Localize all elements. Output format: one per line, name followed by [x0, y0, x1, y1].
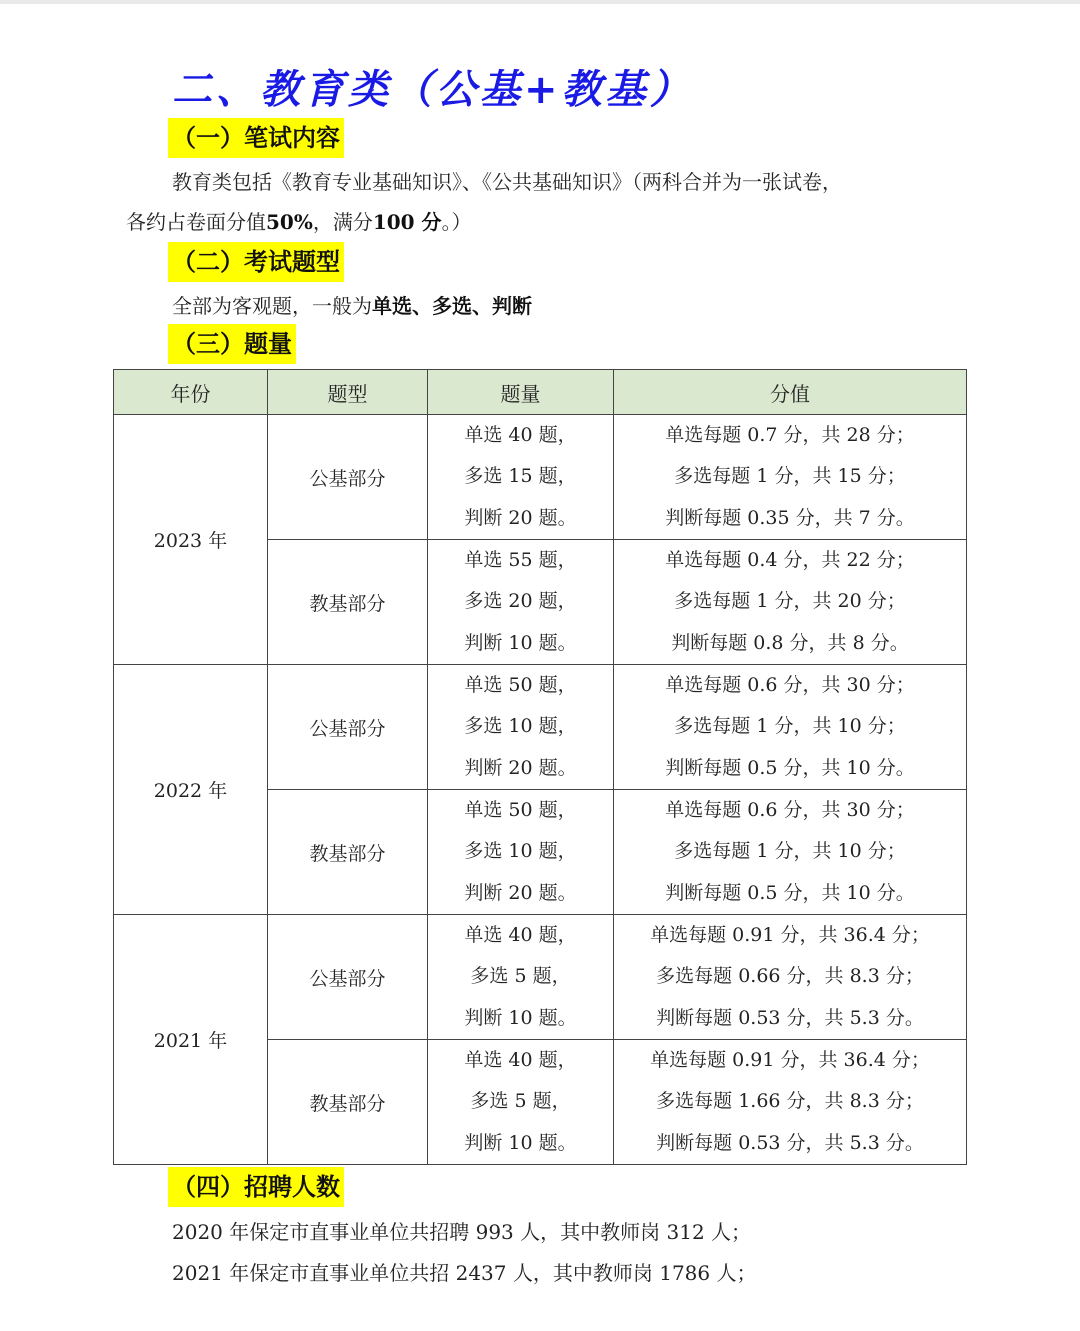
count-line: 判断 20 题。 — [464, 756, 577, 779]
count-line: 单选 40 题， — [464, 924, 577, 947]
section-exam-types: （二）考试题型 — [168, 242, 344, 282]
score-line: 单选每题 0.91 分，共 36.4 分； — [650, 924, 930, 947]
score-cell — [614, 415, 967, 540]
written-content-line1: 教育类包括《教育专业基础知识》、《公共基础知识》（两科合并为一张试卷， — [172, 170, 842, 194]
score-line: 判断每题 0.8 分，共 8 分。 — [671, 631, 909, 654]
exam-types-prefix: 全部为客观题，一般为 — [172, 294, 372, 318]
year-cell: 2021 年 — [114, 915, 268, 1165]
count-line: 多选 10 题， — [464, 840, 577, 863]
count-line: 多选 10 题， — [464, 715, 577, 738]
count-line: 多选 5 题， — [470, 1090, 571, 1113]
score-cell — [614, 790, 967, 915]
count-line: 判断 20 题。 — [464, 881, 577, 904]
score-line: 单选每题 0.6 分，共 30 分； — [665, 674, 915, 697]
written-content-line2 — [126, 206, 472, 235]
header-year: 年份 — [114, 370, 268, 415]
score-line: 判断每题 0.5 分，共 10 分。 — [665, 881, 915, 904]
part-cell: 教基部分 — [268, 540, 428, 665]
year-cell: 2023 年 — [114, 415, 268, 665]
recruit-line1: 2020 年保定市直事业单位共招聘 993 人，其中教师岗 312 人； — [172, 1220, 752, 1244]
count-line: 单选 40 题， — [464, 1049, 577, 1072]
count-cell — [428, 790, 614, 915]
part-cell: 教基部分 — [268, 1040, 428, 1165]
count-cell — [428, 665, 614, 790]
count-line: 判断 20 题。 — [464, 506, 577, 529]
count-line: 多选 15 题， — [464, 465, 577, 488]
table-row — [114, 415, 967, 540]
count-cell — [428, 540, 614, 665]
part-cell: 公基部分 — [268, 415, 428, 540]
count-line: 多选 5 题， — [470, 965, 571, 988]
score-line: 多选每题 1 分，共 10 分； — [674, 840, 906, 863]
table-header-row — [114, 370, 967, 415]
line2-mid: ，满分 — [312, 210, 373, 234]
recruit-line2: 2021 年保定市直事业单位共招 2437 人，其中教师岗 1786 人； — [172, 1261, 757, 1285]
line2-prefix: 各约占卷面分值 — [126, 210, 266, 234]
count-line: 单选 50 题， — [464, 674, 577, 697]
count-line: 多选 20 题， — [464, 590, 577, 613]
part-cell: 公基部分 — [268, 665, 428, 790]
score-line: 判断每题 0.5 分，共 10 分。 — [665, 756, 915, 779]
score-line: 多选每题 1 分，共 15 分； — [674, 465, 906, 488]
section-written-content: （一）笔试内容 — [168, 118, 344, 158]
score-cell — [614, 665, 967, 790]
score-line: 判断每题 0.53 分，共 5.3 分。 — [656, 1131, 924, 1154]
score-line: 多选每题 1.66 分，共 8.3 分； — [656, 1090, 924, 1113]
part-cell: 公基部分 — [268, 915, 428, 1040]
page-title: 二、教育类（公基+教基） — [172, 67, 694, 113]
table-row — [114, 665, 967, 790]
count-line: 判断 10 题。 — [464, 1131, 577, 1154]
question-table — [113, 369, 967, 1165]
score-cell — [614, 540, 967, 665]
line2-suffix: 。） — [441, 210, 472, 234]
count-line: 判断 10 题。 — [464, 1006, 577, 1029]
score-line: 判断每题 0.35 分，共 7 分。 — [665, 506, 915, 529]
exam-types-bold: 单选、多选、判断 — [372, 294, 532, 318]
count-cell — [428, 1040, 614, 1165]
header-type: 题型 — [268, 370, 428, 415]
score-line: 单选每题 0.7 分，共 28 分； — [665, 424, 915, 447]
score-line: 多选每题 1 分，共 20 分； — [674, 590, 906, 613]
header-score: 分值 — [614, 370, 967, 415]
count-line: 判断 10 题。 — [464, 631, 577, 654]
count-line: 单选 40 题， — [464, 424, 577, 447]
count-cell — [428, 415, 614, 540]
part-cell: 教基部分 — [268, 790, 428, 915]
score-line: 单选每题 0.91 分，共 36.4 分； — [650, 1049, 930, 1072]
count-line: 单选 50 题， — [464, 799, 577, 822]
header-count: 题量 — [428, 370, 614, 415]
score-line: 判断每题 0.53 分，共 5.3 分。 — [656, 1006, 924, 1029]
score-cell — [614, 1040, 967, 1165]
score-line: 多选每题 1 分，共 10 分； — [674, 715, 906, 738]
count-cell — [428, 915, 614, 1040]
score-line: 单选每题 0.6 分，共 30 分； — [665, 799, 915, 822]
exam-types-text — [172, 290, 532, 319]
score-line: 多选每题 0.66 分，共 8.3 分； — [656, 965, 924, 988]
count-line: 单选 55 题， — [464, 549, 577, 572]
line2-percent: 50% — [266, 210, 313, 234]
score-cell — [614, 915, 967, 1040]
score-line: 单选每题 0.4 分，共 22 分； — [665, 549, 915, 572]
top-divider — [0, 0, 1080, 4]
section-recruit: （四）招聘人数 — [168, 1167, 344, 1207]
section-quantity: （三）题量 — [168, 324, 296, 364]
year-cell: 2022 年 — [114, 665, 268, 915]
line2-score: 100 分 — [372, 210, 442, 234]
table-row — [114, 915, 967, 1040]
